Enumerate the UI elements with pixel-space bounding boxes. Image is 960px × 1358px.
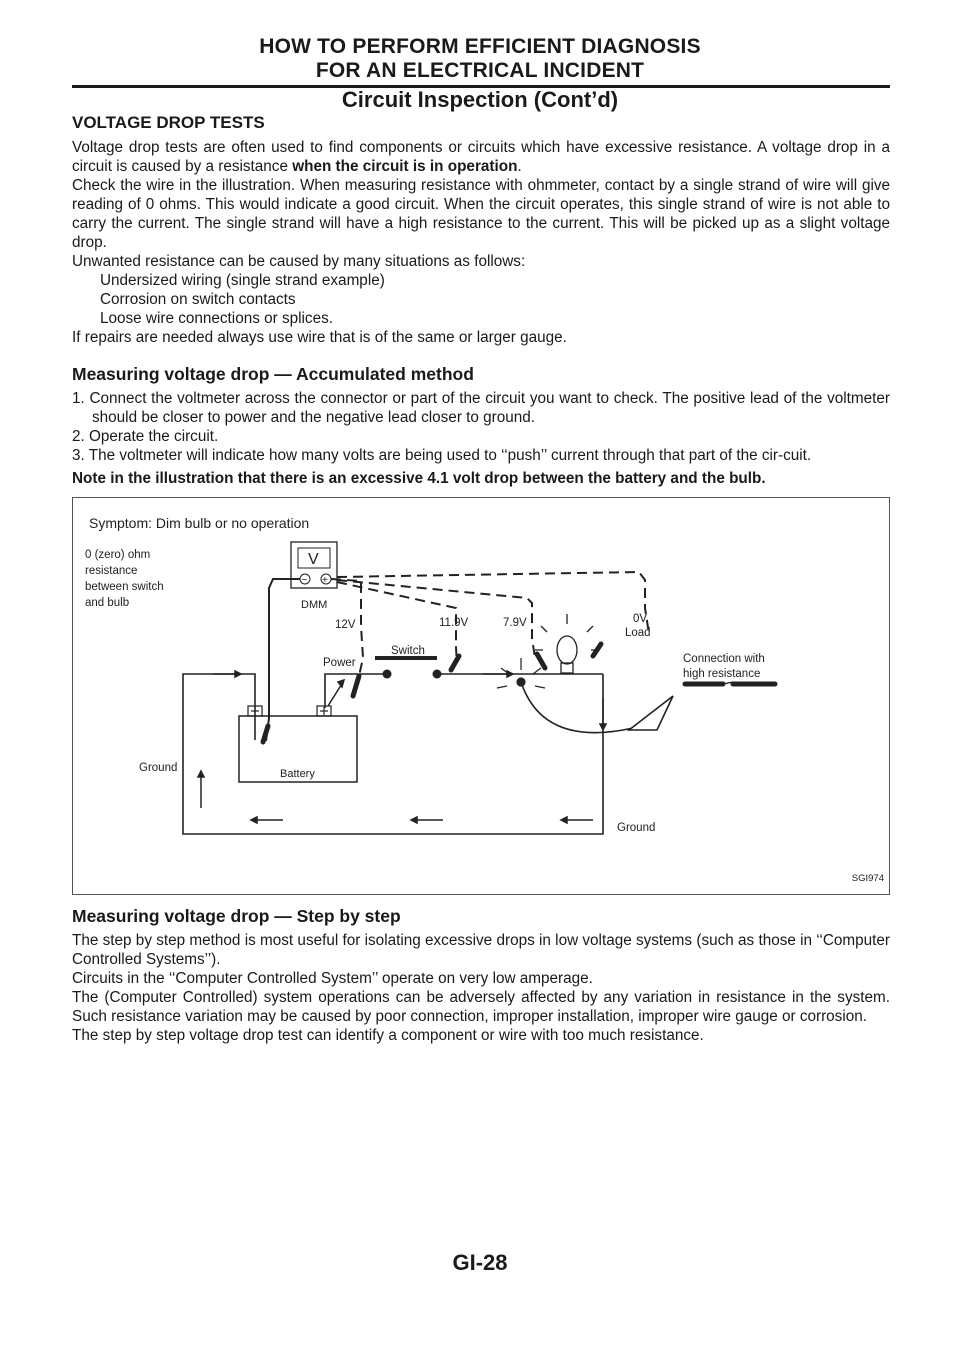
connection-label: Connection with — [683, 653, 765, 665]
circuit-wiring — [183, 674, 603, 834]
voltage-7-9v-label: 7.9V — [503, 617, 527, 629]
switch-symbol — [375, 658, 442, 679]
cause-item: Loose wire connections or splices. — [100, 310, 333, 327]
meter-minus: − — [301, 575, 308, 586]
page-content — [72, 112, 890, 1045]
current-arrow-left — [521, 682, 673, 733]
dmm-label: DMM — [301, 599, 328, 611]
step-by-step-paragraph: The step by step voltage drop test can identify a component or wire with too much resistance. — [72, 1027, 704, 1044]
load-label: Load — [625, 627, 651, 639]
spacer — [72, 347, 890, 363]
note-line: resistance — [85, 565, 138, 577]
voltage-12v-label: 12V — [335, 619, 356, 631]
unwanted-resistance-paragraph: Unwanted resistance can be caused by many situations as follows: — [72, 253, 526, 270]
current-flow-arrows — [198, 671, 606, 823]
intro-text: Voltage drop tests are often used to find components or circuits which have excessive resistance. A voltage drop in a circuit is caused by a resistance — [72, 139, 890, 175]
circuit-diagram — [73, 498, 891, 896]
header-title-line1: HOW TO PERFORM EFFICIENT DIAGNOSIS — [259, 35, 701, 58]
meter-v-symbol: V — [308, 551, 319, 568]
step-by-step-heading: Measuring voltage drop — Step by step — [72, 906, 401, 926]
note-line: and bulb — [85, 597, 130, 609]
switch-label: Switch — [391, 645, 425, 657]
intro-bold-text: when the circuit is in operation — [292, 158, 518, 175]
step-by-step-paragraph: Circuits in the ‘‘Computer Controlled System’’ operate on very low amperage. — [72, 970, 593, 987]
cause-item: Undersized wiring (single strand example) — [100, 272, 385, 289]
voltage-drop-intro — [72, 138, 890, 176]
battery-label: Battery — [280, 768, 315, 780]
step-item: 2. Operate the circuit. — [72, 428, 219, 445]
figure-code: SGI974 — [851, 873, 884, 884]
ground-left-label: Ground — [139, 762, 178, 774]
voltage-drop-tests-heading: VOLTAGE DROP TESTS — [72, 113, 265, 132]
note-line: between switch — [85, 581, 164, 593]
symptom-label: Symptom: Dim bulb or no operation — [89, 515, 310, 531]
ground-bottom-label: Ground — [617, 822, 656, 834]
step-by-step-paragraph: The (Computer Controlled) system operations can be adversely affected by any variation in resistance in the system. Such resistance variation may be caused by poor connection, improper installation, improper wire gauge or corrosion. — [72, 989, 890, 1025]
step-by-step-paragraph: The step by step method is most useful for isolating excessive drops in low voltage systems (such as those in ‘‘Computer Controlled Systems’’). — [72, 932, 890, 968]
voltage-0v-label: 0V — [633, 613, 648, 625]
cause-item: Corrosion on switch contacts — [100, 291, 296, 308]
accumulated-note: Note in the illustration that there is an excessive 4.1 volt drop between the battery and the bulb. — [72, 470, 766, 487]
header-title-line2: FOR AN ELECTRICAL INCIDENT — [315, 59, 645, 82]
spacer — [72, 895, 890, 905]
connection-label: high resistance — [683, 668, 761, 680]
high-resistance-wire-icon — [685, 682, 775, 684]
intro-end: . — [517, 158, 522, 175]
voltage-drop-figure — [72, 497, 890, 895]
repair-advice-paragraph: If repairs are needed always use wire that is of the same or larger gauge. — [72, 329, 567, 346]
voltage-11-9v-label: 11.9V — [439, 617, 469, 629]
note-line: 0 (zero) ohm — [85, 549, 151, 561]
step-item: 3. The voltmeter will indicate how many volts are being used to ‘‘push’’ current through that part of the cir-cuit. — [72, 447, 812, 464]
accumulated-method-heading: Measuring voltage drop — Accumulated method — [72, 364, 474, 384]
power-label: Power — [323, 657, 356, 669]
wire-check-paragraph: Check the wire in the illustration. When measuring resistance with ohmmeter, contact by a single strand of wire will give reading of 0 ohms. This would indicate a good circuit. When the circuit operates, this single strand of wire is not able to carry the current. The single strand will have a high resistance to the current. This will be picked up as a slight voltage drop. — [72, 177, 890, 251]
meter-plus: + — [322, 575, 328, 586]
dmm-meter — [291, 542, 337, 588]
page-number: GI-28 — [452, 1250, 508, 1275]
header-section-title: Circuit Inspection (Cont’d) — [341, 87, 619, 112]
step-item: 1. Connect the voltmeter across the connector or part of the circuit you want to check. The positive lead of the voltmeter should be closer to power and the negative lead closer to ground. — [72, 390, 890, 426]
